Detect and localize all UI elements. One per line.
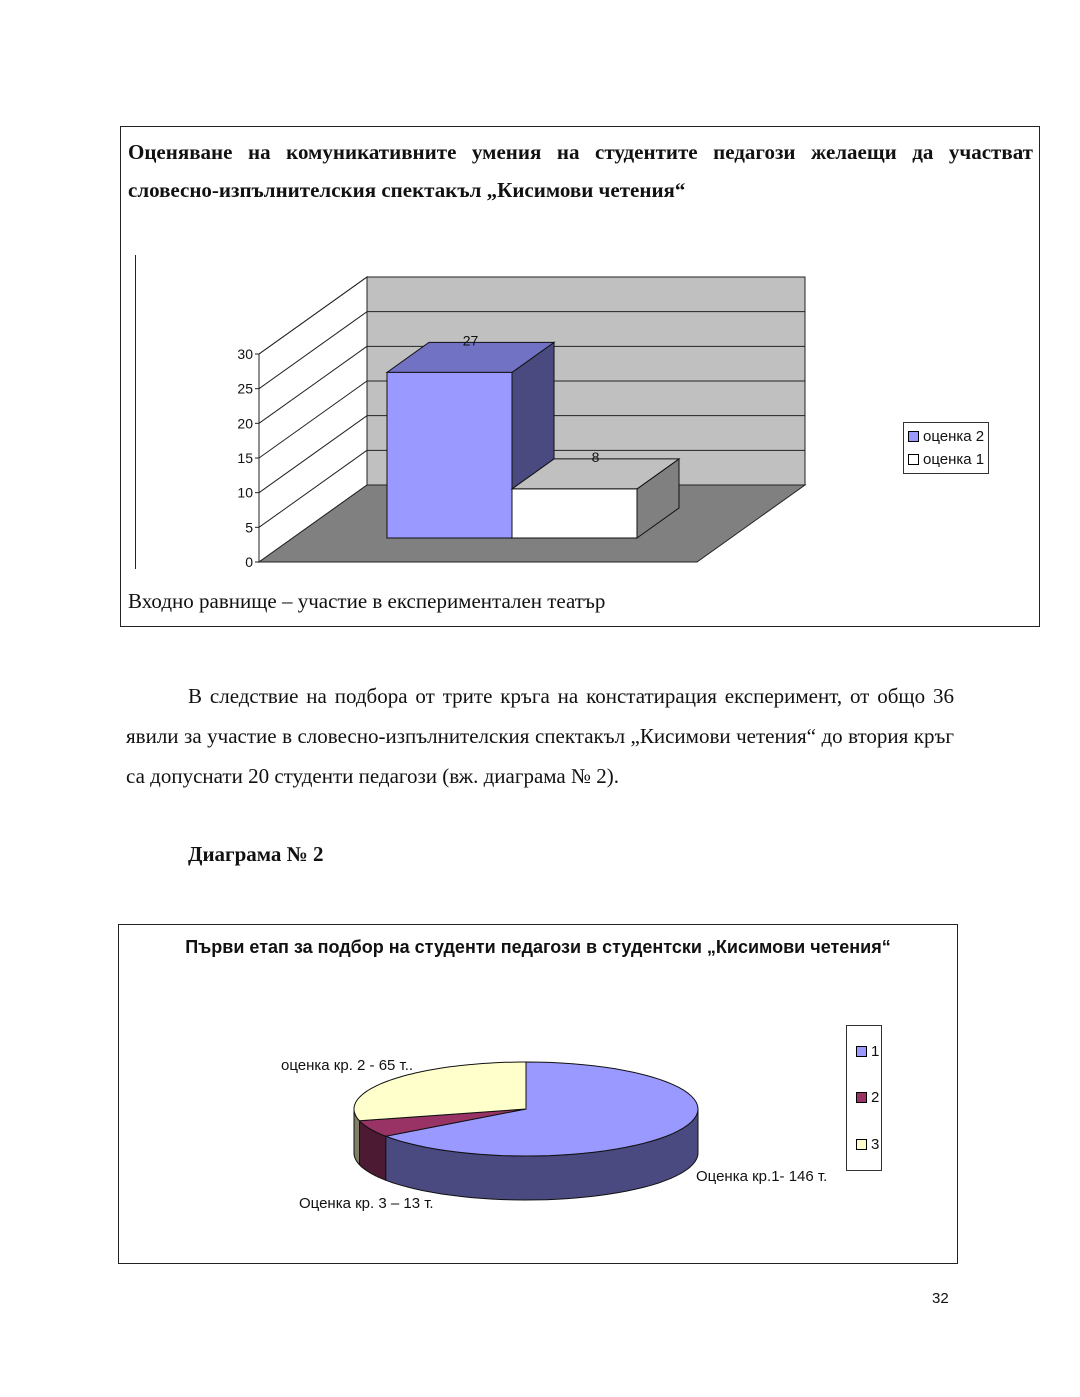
y-tick-label: 20	[237, 415, 253, 432]
legend-swatch-series-1	[908, 431, 919, 442]
pie-label-slice-2: Оценка кр. 3 – 13 т.	[299, 1195, 434, 1212]
legend-label-series-1: оценка 2	[923, 428, 985, 445]
pie-chart-2	[119, 925, 957, 1263]
y-tick-label: 0	[245, 554, 253, 570]
chart-2-title: Първи етап за подбор на студенти педагози в студентски „Кисимови четения“	[185, 937, 891, 957]
pie-label-slice-1: Оценка кр.1- 146 т.	[696, 1168, 828, 1185]
y-tick-label: 5	[245, 519, 253, 536]
bar-data-label: 27	[462, 332, 479, 349]
legend-swatch-3	[856, 1139, 867, 1150]
y-tick-label: 10	[237, 484, 253, 501]
chart-frame-2	[118, 924, 958, 1264]
pie-label-slice-3: оценка кр. 2 - 65 т..	[281, 1057, 414, 1074]
bar-1	[387, 372, 512, 538]
legend-item-series-2	[908, 448, 984, 471]
page-number: 32	[932, 1290, 949, 1307]
y-tick-label: 25	[237, 380, 253, 397]
legend-item-series-1	[908, 425, 984, 448]
legend-item-1	[856, 1043, 879, 1060]
y-tick-label: 15	[237, 450, 253, 466]
chart-1-title: Оценяване на комуникативните умения на студентите педагози желаещи да участват словесно-изпълнителския спектакъл „Кисимови четения“	[128, 140, 1033, 202]
legend-item-3	[856, 1136, 879, 1153]
bar-2	[512, 489, 637, 538]
chart-1-caption: Входно равнище – участие в експериментален театър	[128, 589, 606, 613]
legend-label-1: 1	[871, 1043, 880, 1060]
legend-swatch-1	[856, 1046, 867, 1057]
chart-frame-1	[120, 126, 1040, 627]
bar-data-label: 8	[591, 448, 600, 465]
legend-label-2: 2	[871, 1089, 880, 1106]
pie-chart-legend	[846, 1025, 882, 1171]
y-tick-label: 30	[237, 346, 253, 362]
legend-swatch-2	[856, 1092, 867, 1103]
bar-chart-legend	[903, 422, 989, 474]
legend-label-series-2: оценка 1	[923, 451, 985, 468]
bar-chart-1	[121, 127, 1039, 626]
diagram-2-heading: Диаграма № 2	[188, 842, 324, 866]
legend-swatch-series-2	[908, 454, 919, 465]
body-paragraph: В следствие на подбора от трите кръга на констатирация експеримент, от общо 36 явили за участие в словесно-изпълнителския спектакъл „Кисимови четения“ до втория кръг са допуснати 20 студенти педагози (вж. диаграма № 2).	[126, 684, 954, 788]
legend-item-2	[856, 1089, 879, 1106]
legend-label-3: 3	[871, 1136, 880, 1153]
